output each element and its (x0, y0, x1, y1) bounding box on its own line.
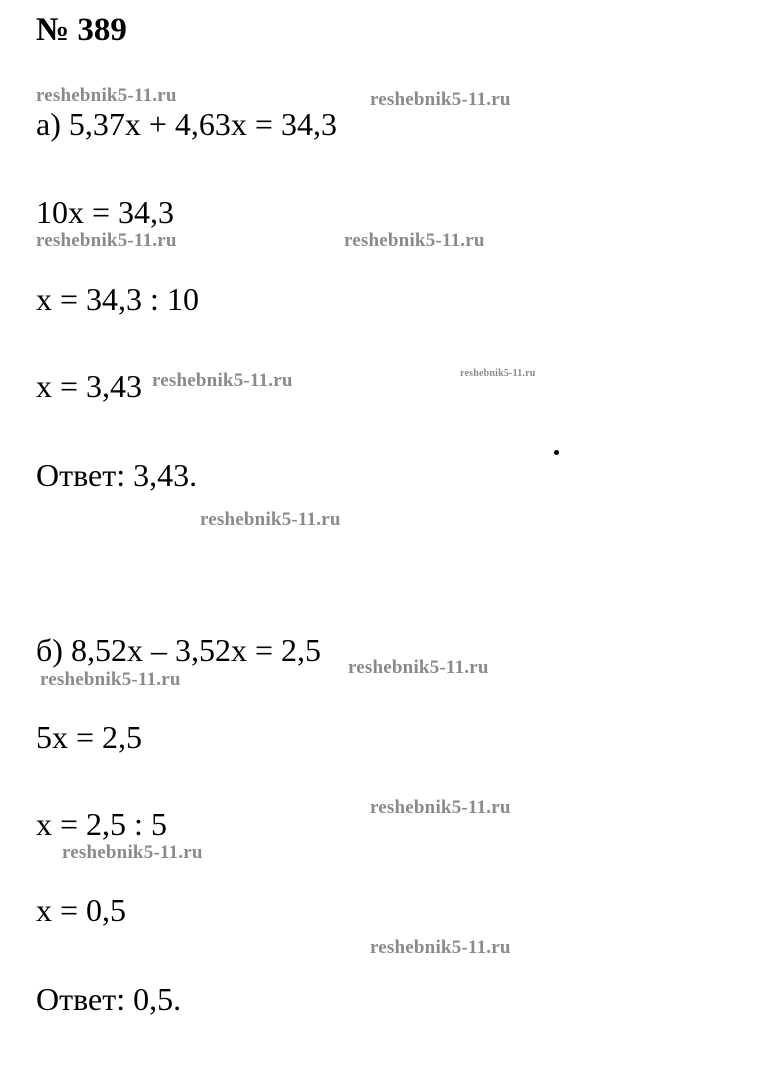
watermark: reshebnik5-11.ru (460, 368, 536, 379)
part-a-step3: x = 3,43 (36, 368, 143, 404)
watermark: reshebnik5-11.ru (152, 370, 293, 391)
watermark: reshebnik5-11.ru (62, 842, 203, 863)
part-b-step2: x = 2,5 : 5 (36, 806, 167, 842)
watermark: reshebnik5-11.ru (36, 230, 177, 251)
watermark: reshebnik5-11.ru (36, 85, 177, 106)
stray-dot (554, 450, 559, 455)
watermark: reshebnik5-11.ru (370, 937, 511, 958)
watermark: reshebnik5-11.ru (200, 509, 341, 530)
part-b-answer: Ответ: 0,5. (36, 981, 182, 1017)
part-a-equation: а) 5,37x + 4,63x = 34,3 (36, 106, 337, 142)
part-b-step1: 5x = 2,5 (36, 719, 143, 755)
part-a-step1: 10x = 34,3 (36, 194, 175, 230)
part-a-answer: Ответ: 3,43. (36, 457, 198, 493)
watermark: reshebnik5-11.ru (344, 230, 485, 251)
watermark: reshebnik5-11.ru (40, 669, 181, 690)
watermark: reshebnik5-11.ru (348, 657, 489, 678)
watermark: reshebnik5-11.ru (370, 89, 511, 110)
part-b-step3: x = 0,5 (36, 892, 127, 928)
problem-number: № 389 (36, 12, 127, 48)
part-b-equation: б) 8,52x – 3,52x = 2,5 (36, 632, 321, 668)
part-a-step2: x = 34,3 : 10 (36, 281, 199, 317)
watermark: reshebnik5-11.ru (370, 797, 511, 818)
